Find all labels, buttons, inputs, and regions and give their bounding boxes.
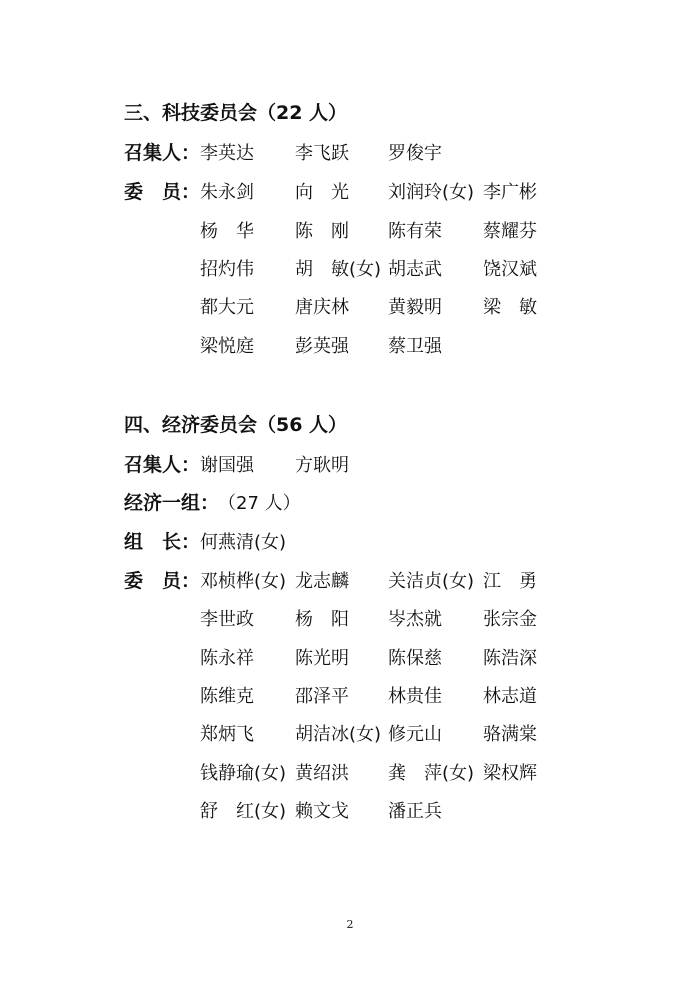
section3-title: 三、科技委员会（22 人） bbox=[124, 102, 348, 124]
member-name: 都大元 bbox=[200, 297, 254, 318]
member-name: 修元山 bbox=[388, 724, 442, 745]
member-row bbox=[200, 178, 550, 204]
group1-label: 经济一组： bbox=[124, 492, 220, 514]
convener-name: 李英达 bbox=[200, 143, 254, 164]
member-name: 黄毅明 bbox=[388, 297, 442, 318]
member-name: 岑杰就 bbox=[388, 609, 442, 630]
member-name: 蔡耀芬 bbox=[483, 221, 537, 242]
member-name: 林志道 bbox=[483, 686, 537, 707]
member-name: 刘润玲(女) bbox=[388, 182, 475, 203]
member-row bbox=[200, 759, 550, 785]
member-row bbox=[200, 567, 550, 593]
group1-count: （27 人） bbox=[218, 493, 301, 514]
member-row bbox=[200, 682, 550, 708]
member-name: 陈有荣 bbox=[388, 221, 442, 242]
leader-label: 组 长： bbox=[124, 531, 201, 553]
member-row bbox=[200, 797, 550, 823]
member-name: 杨 华 bbox=[200, 221, 254, 242]
member-name: 龙志麟 bbox=[295, 571, 349, 592]
convener-name: 李飞跃 bbox=[295, 143, 349, 164]
member-name: 胡 敏(女) bbox=[295, 259, 382, 280]
member-name: 朱永剑 bbox=[200, 182, 254, 203]
section4-convener-label: 召集人： bbox=[124, 454, 201, 476]
member-name: 骆满棠 bbox=[483, 724, 537, 745]
member-name: 赖文戈 bbox=[295, 801, 349, 822]
member-name: 钱静瑜(女) bbox=[200, 763, 287, 784]
member-name: 李世政 bbox=[200, 609, 254, 630]
member-row bbox=[200, 605, 550, 631]
member-name: 潘正兵 bbox=[388, 801, 442, 822]
page-number: 2 bbox=[346, 918, 354, 931]
convener-name: 谢国强 bbox=[200, 455, 254, 476]
member-name: 梁权辉 bbox=[483, 763, 537, 784]
section3-conveners bbox=[200, 139, 550, 165]
member-name: 蔡卫强 bbox=[388, 336, 442, 357]
member-row bbox=[200, 217, 550, 243]
member-name: 杨 阳 bbox=[295, 609, 349, 630]
member-name: 陈维克 bbox=[200, 686, 254, 707]
member-name: 陈保慈 bbox=[388, 648, 442, 669]
member-row bbox=[200, 332, 550, 358]
member-name: 陈永祥 bbox=[200, 648, 254, 669]
convener-name: 罗俊宇 bbox=[388, 143, 442, 164]
member-name: 陈光明 bbox=[295, 648, 349, 669]
member-name: 唐庆林 bbox=[295, 297, 349, 318]
member-name: 龚 萍(女) bbox=[388, 763, 475, 784]
member-name: 梁悦庭 bbox=[200, 336, 254, 357]
member-name: 江 勇 bbox=[483, 571, 537, 592]
member-row bbox=[200, 293, 550, 319]
section3-members-label: 委 员： bbox=[124, 181, 201, 203]
member-name: 陈 刚 bbox=[295, 221, 349, 242]
member-name: 陈浩深 bbox=[483, 648, 537, 669]
member-row bbox=[200, 255, 550, 281]
section4-conveners bbox=[200, 451, 550, 477]
member-name: 黄绍洪 bbox=[295, 763, 349, 784]
member-name: 胡志武 bbox=[388, 259, 442, 280]
member-name: 招灼伟 bbox=[200, 259, 254, 280]
member-row bbox=[200, 720, 550, 746]
member-name: 胡洁冰(女) bbox=[295, 724, 382, 745]
member-name: 向 光 bbox=[295, 182, 349, 203]
member-name: 李广彬 bbox=[483, 182, 537, 203]
section4-members-label: 委 员： bbox=[124, 570, 201, 592]
member-name: 饶汉斌 bbox=[483, 259, 537, 280]
convener-name: 方耿明 bbox=[295, 455, 349, 476]
member-name: 舒 红(女) bbox=[200, 801, 287, 822]
member-name: 彭英强 bbox=[295, 336, 349, 357]
member-name: 郑炳飞 bbox=[200, 724, 254, 745]
section4-title: 四、经济委员会（56 人） bbox=[124, 414, 348, 436]
member-name: 梁 敏 bbox=[483, 297, 537, 318]
member-name: 邓桢桦(女) bbox=[200, 571, 287, 592]
member-name: 林贵佳 bbox=[388, 686, 442, 707]
member-name: 张宗金 bbox=[483, 609, 537, 630]
member-name: 关洁贞(女) bbox=[388, 571, 475, 592]
member-row bbox=[200, 644, 550, 670]
member-name: 邵泽平 bbox=[295, 686, 349, 707]
leader-name: 何燕清(女) bbox=[200, 532, 287, 553]
section3-convener-label: 召集人： bbox=[124, 142, 201, 164]
